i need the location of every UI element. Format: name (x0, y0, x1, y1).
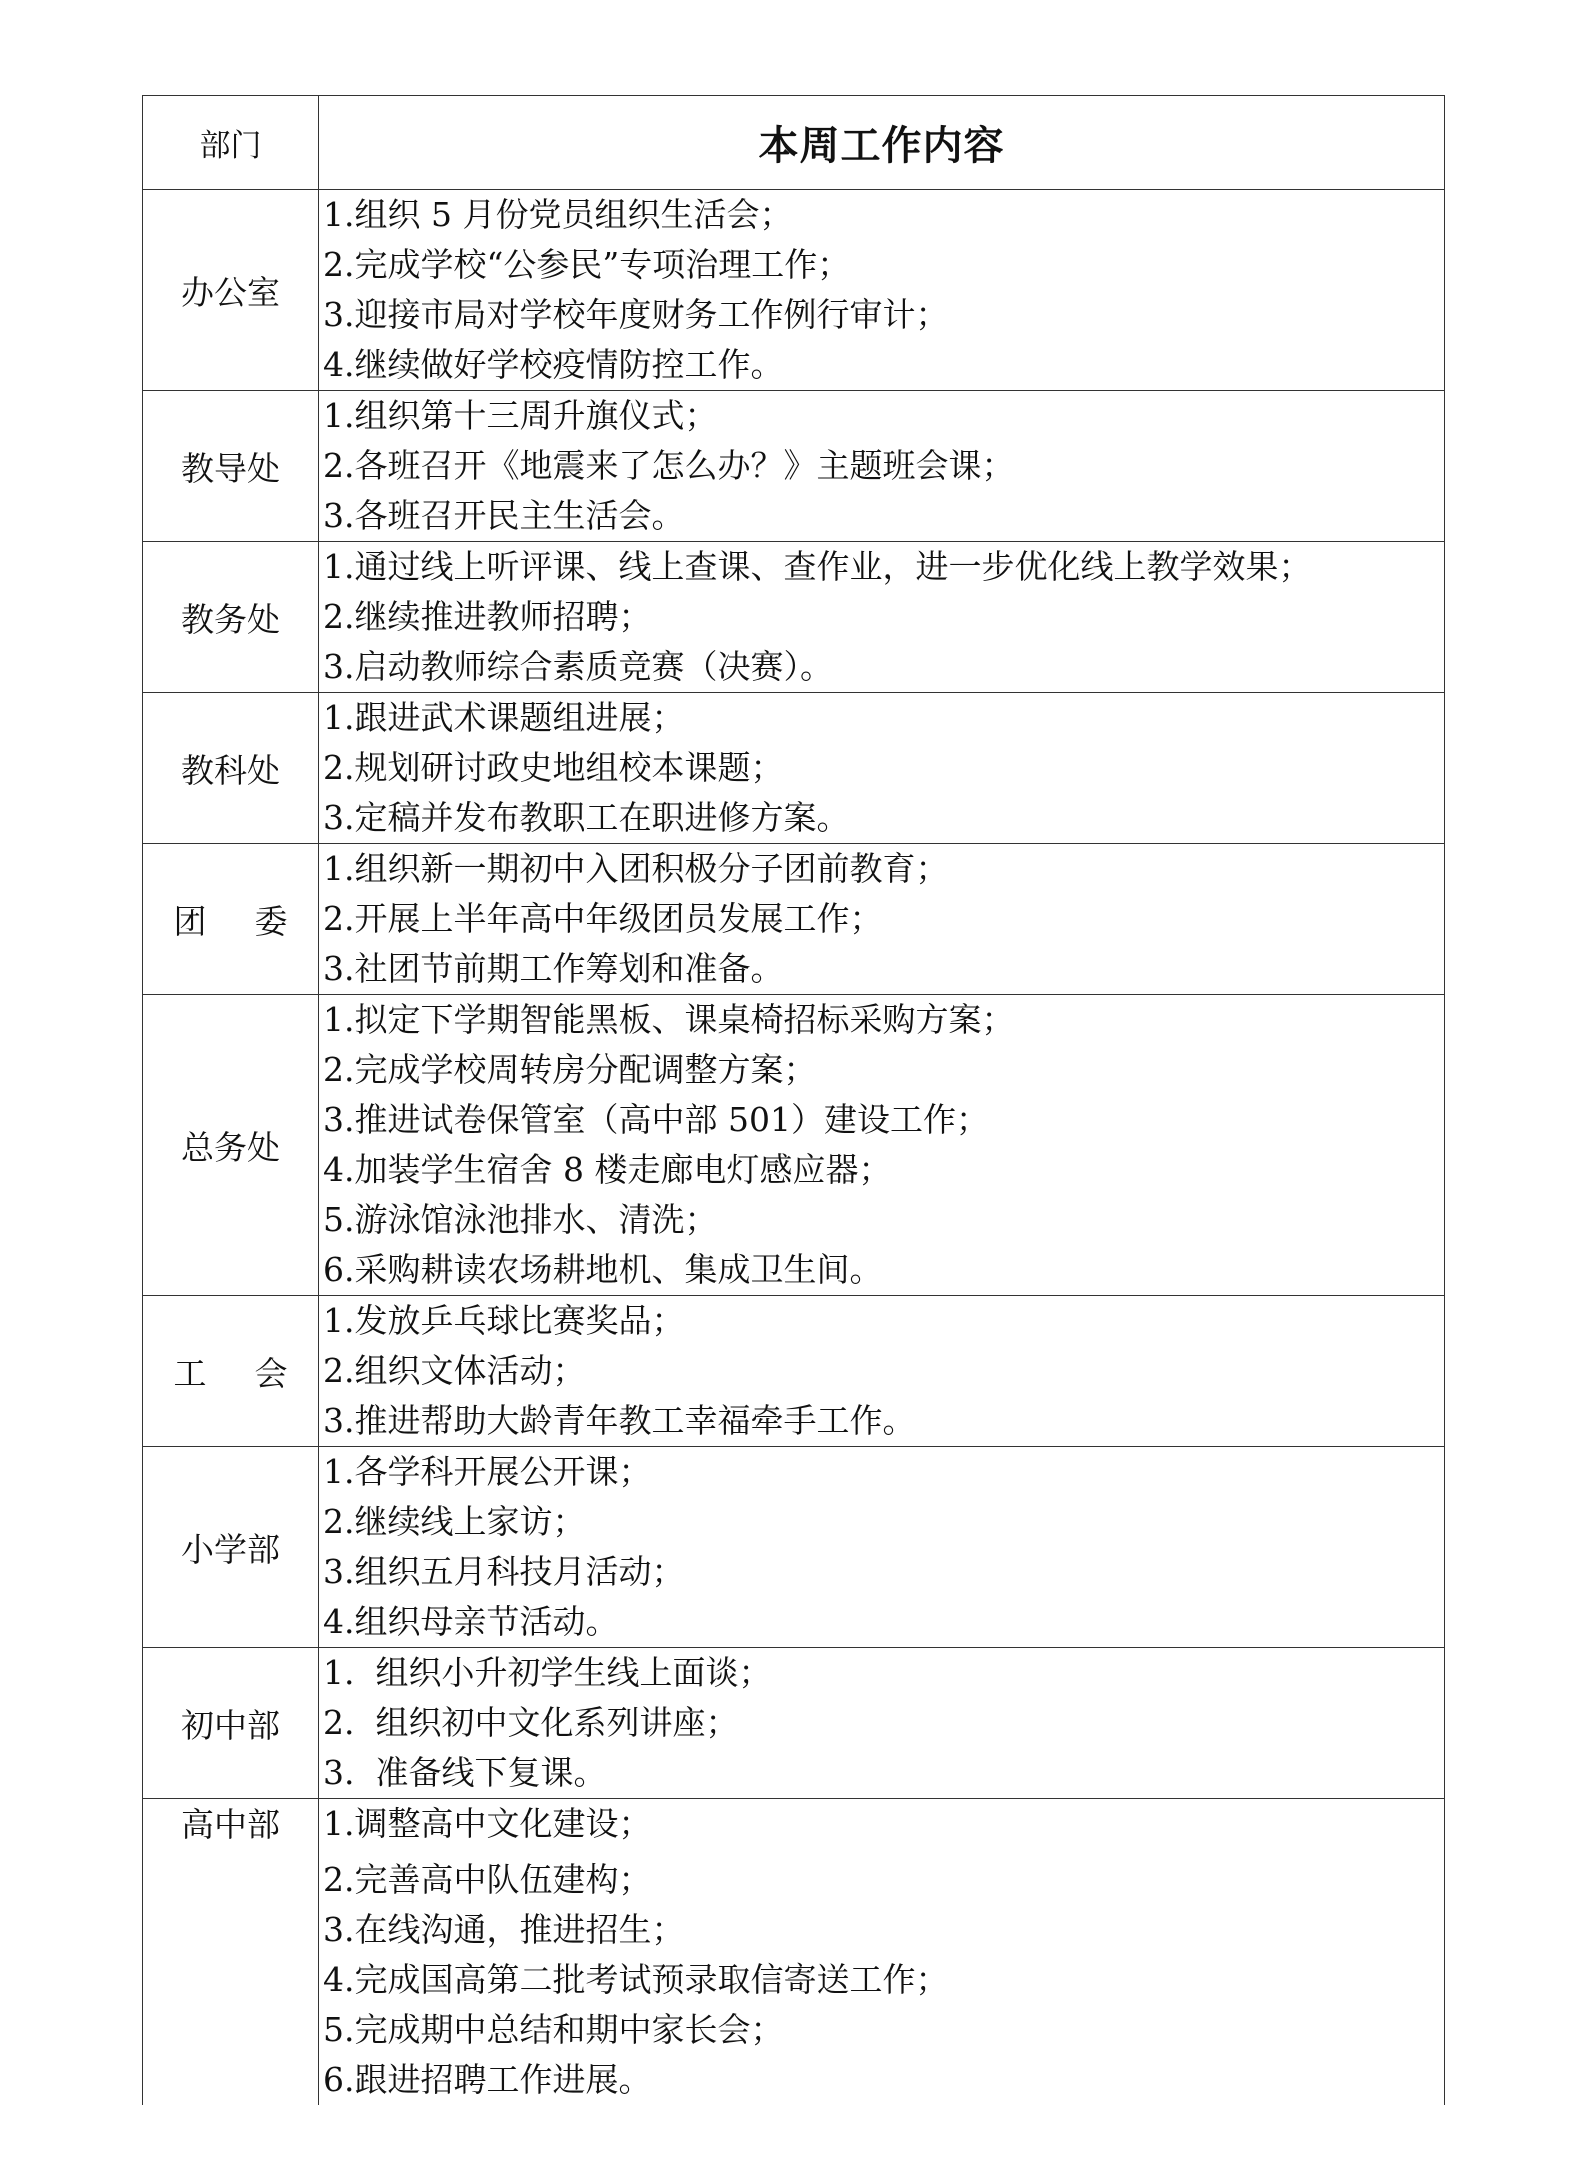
list-item: 3.在线沟通，推进招生； (323, 1910, 685, 1949)
table-row (143, 844, 1445, 995)
dept-label: 工会 (173, 1353, 336, 1393)
table-row (143, 1648, 1445, 1799)
list-item: 3.推进试卷保管室（高中部 501）建设工作； (323, 1100, 989, 1139)
work-plan-table-container (142, 95, 1444, 2105)
items-cell (319, 190, 1445, 391)
dept-label: 团委 (173, 901, 336, 941)
table-row (143, 542, 1445, 693)
list-item: 2.完成学校周转房分配调整方案； (323, 1050, 817, 1089)
dept-cell-general-affairs: 总务处 (143, 995, 319, 1296)
weekly-work-table (142, 95, 1445, 2105)
list-item: 4.组织母亲节活动。 (323, 1602, 619, 1641)
list-item: 2.完成学校“公参民”专项治理工作； (323, 245, 851, 284)
list-item: 2.各班召开《地震来了怎么办？》主题班会课； (323, 446, 1015, 485)
dept-cell-teaching-guidance: 教导处 (143, 391, 319, 542)
items-cell (319, 391, 1445, 542)
list-item: 3. 准备线下复课。 (323, 1753, 607, 1792)
list-item: 5.完成期中总结和期中家长会； (323, 2010, 784, 2049)
dept-cell-primary: 小学部 (143, 1447, 319, 1648)
list-item: 2.开展上半年高中年级团员发展工作； (323, 899, 883, 938)
list-item: 3.定稿并发布教职工在职进修方案。 (323, 798, 850, 837)
list-item: 1.跟进武术课题组进展； (323, 698, 685, 737)
list-item: 6.采购耕读农场耕地机、集成卫生间。 (323, 1250, 883, 1289)
table-row (143, 391, 1445, 542)
list-item: 3.启动教师综合素质竞赛（决赛）。 (323, 647, 833, 686)
list-item: 4.继续做好学校疫情防控工作。 (323, 345, 784, 384)
dept-cell-senior-high: 高中部 (143, 1799, 319, 2106)
list-item: 1.通过线上听评课、线上查课、查作业，进一步优化线上教学效果； (323, 547, 1312, 586)
list-item: 1.组织新一期初中入团积极分子团前教育； (323, 849, 949, 888)
list-item: 2.规划研讨政史地组校本课题； (323, 748, 784, 787)
list-item: 1.调整高中文化建设； (323, 1804, 652, 1843)
list-item: 3.社团节前期工作筹划和准备。 (323, 949, 784, 988)
list-item: 3.各班召开民主生活会。 (323, 496, 685, 535)
items-cell (319, 1799, 1445, 2106)
dept-cell-office: 办公室 (143, 190, 319, 391)
list-item: 3.组织五月科技月活动； (323, 1552, 685, 1591)
dept-cell-research: 教科处 (143, 693, 319, 844)
table-header-row (143, 96, 1445, 190)
table-row (143, 1799, 1445, 2106)
dept-cell-youth-league (143, 844, 336, 995)
list-item: 5.游泳馆泳池排水、清洗； (323, 1200, 718, 1239)
list-item: 2.组织文体活动； (323, 1351, 586, 1390)
list-item: 4.完成国高第二批考试预录取信寄送工作； (323, 1960, 949, 1999)
list-item: 1.组织 5 月份党员组织生活会； (323, 195, 793, 234)
dept-cell-academic-affairs: 教务处 (143, 542, 319, 693)
list-item: 6.跟进招聘工作进展。 (323, 2060, 652, 2099)
table-row (143, 190, 1445, 391)
list-item: 3.迎接市局对学校年度财务工作例行审计； (323, 295, 949, 334)
list-item: 2.继续线上家访； (323, 1502, 586, 1541)
list-item: 1.发放乒乓球比赛奖品； (323, 1301, 685, 1340)
list-item: 2. 组织初中文化系列讲座； (323, 1703, 739, 1742)
items-cell (319, 995, 1445, 1296)
list-item: 3.推进帮助大龄青年教工幸福牵手工作。 (323, 1401, 916, 1440)
items-cell (319, 1296, 1445, 1447)
content-column-header: 本周工作内容 (319, 96, 1445, 190)
list-item: 1.组织第十三周升旗仪式； (323, 396, 718, 435)
dept-column-header: 部门 (143, 96, 319, 190)
items-cell (319, 542, 1445, 693)
items-cell (319, 693, 1445, 844)
items-cell (319, 1447, 1445, 1648)
list-item: 1. 组织小升初学生线上面谈； (323, 1653, 772, 1692)
table-row (143, 693, 1445, 844)
table-row (143, 995, 1445, 1296)
table-row (143, 1296, 1445, 1447)
list-item: 1.拟定下学期智能黑板、课桌椅招标采购方案； (323, 1000, 1015, 1039)
items-cell (319, 1648, 1445, 1799)
table-row (143, 1447, 1445, 1648)
dept-cell-junior-high: 初中部 (143, 1648, 319, 1799)
list-item: 2.完善高中队伍建构； (323, 1860, 652, 1899)
dept-cell-union (143, 1296, 336, 1447)
list-item: 1.各学科开展公开课； (323, 1452, 652, 1491)
list-item: 2.继续推进教师招聘； (323, 597, 652, 636)
list-item: 4.加装学生宿舍 8 楼走廊电灯感应器； (323, 1150, 892, 1189)
items-cell (319, 844, 1445, 995)
